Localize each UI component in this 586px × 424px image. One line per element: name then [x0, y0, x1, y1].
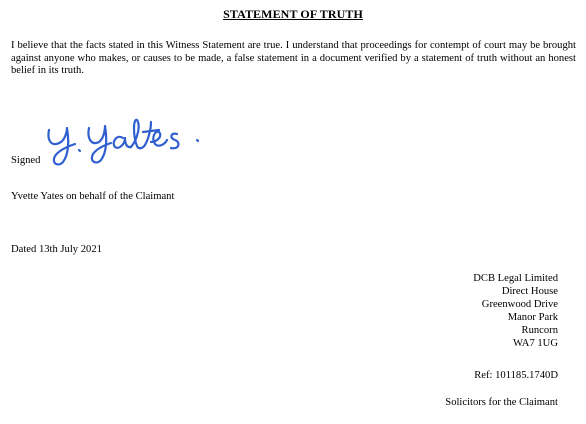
signature-icon: [39, 112, 219, 168]
address-line: Greenwood Drive: [481, 298, 558, 310]
date-line: Dated 13th July 2021: [11, 244, 102, 255]
signature-block: [11, 112, 231, 170]
address-line: Direct House: [501, 285, 558, 297]
statement-paragraph: I believe that the facts stated in this Witness Statement are true. I understand that proceedings for contempt of court may be brought against anyone who makes, or causes to be made, a false statement in a document verified by a statement of truth without an honest belief in its truth.: [11, 40, 576, 77]
solicitors-label: Solicitors for the Claimant: [445, 397, 558, 408]
address-line: Runcorn: [521, 324, 558, 336]
signer-name: Yvette Yates on behalf of the Claimant: [11, 191, 175, 202]
page-title: STATEMENT OF TRUTH: [223, 7, 363, 21]
solicitor-address: [473, 273, 558, 350]
signed-label: Signed: [11, 155, 41, 166]
address-line: Manor Park: [507, 311, 558, 323]
address-line: WA7 1UG: [512, 337, 558, 349]
reference-number: Ref: 101185.1740D: [474, 370, 558, 381]
address-line: DCB Legal Limited: [473, 273, 558, 284]
